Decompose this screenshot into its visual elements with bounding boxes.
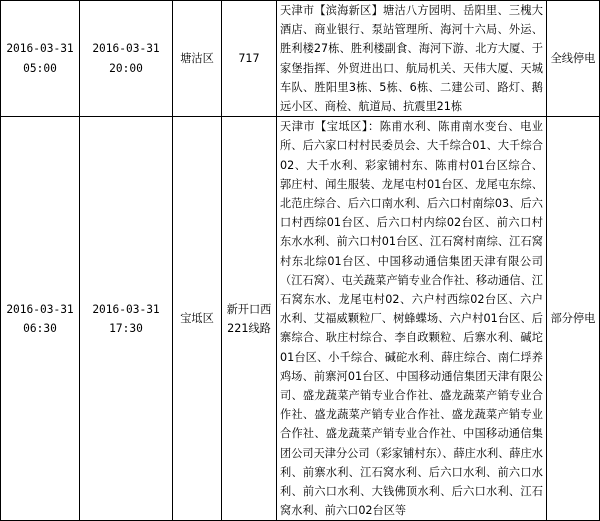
outage-area: 天津市【宝坻区】：陈甫水利、陈甫南水变台、电业所、后六家口村村民委员会、大千综合01、大千综合02、大千水利、彩家铺村东、陈甫村01台区综合、郭庄村、闻生服装、龙尾屯村01台区、龙尾屯东综、北范庄综合、后六口南水利、后六口村南综03、后六口村西综01台区、后六口村内综02台区、前六口村东水水利、前六口村01台区、江石窝村南综、江石窝村东北综01台区、中国移动通信集团天津有限公司（江石窝）、屯关蔬菜产销专业合作社、移动通信、江石窝东水、龙尾屯村02、六户村西综02台区、六户水利、艾福威颗粒厂、树蜂蝶场、六户村01台区、后寨综合、耿庄村综合、李自政颗粒、后寨水利、碱坨01台区、小千综合、碱砣水利、薛庄综合、南仁垺养鸡场、前寨河01台区、中国移动通信集团天津有限公司、盛龙蔬菜产销专业合作社、盛龙蔬菜产销专业合作社、盛龙蔬菜产销专业合作社、盛龙蔬菜产销专业合作社、盛龙蔬菜产销专业合作社、中国移动通信集团公司天津分公司（彩家铺村东）、薛庄水利、薛庄水利、前寨水利、江石窝水利、后六口水利、前六口水利、前六口水利、大钱佛顶水利、后六口水利、江石窝水利、前六口02台区等 [280,120,543,518]
district-cell [173,117,222,521]
district: 塘沽区 [180,52,214,65]
start-time: 2016-03-31 06:30 [6,302,74,335]
start-time: 2016-03-31 05:00 [6,42,74,75]
outage-type: 部分停电 [550,312,596,326]
type-cell [547,117,600,521]
start-time-cell [1,1,80,117]
line-cell [222,117,277,521]
end-time: 2016-03-31 20:00 [92,42,160,75]
area-cell [277,1,547,117]
district: 宝坻区 [180,312,214,326]
area-cell [277,117,547,521]
outage-area: 天津市【滨海新区】塘沽八方园明、岳阳里、三槐大酒店、商业银行、泵站管理所、海河十六局、外运、胜利楼27栋、胜利楼副食、海河下游、北方大厦、于家堡指挥、外贸进出口、航局机关、天伟大厦、天城车队、胜阳里3栋、5栋、6栋、二建公司、路灯、鹅远小区、商检、航道局、抗震里21栋 [280,4,543,114]
end-time-cell [80,117,173,521]
start-time-cell [1,117,80,521]
table-row [1,1,600,117]
line-cell [222,1,277,117]
end-time-cell [80,1,173,117]
line-name: 717 [238,52,260,65]
type-cell [547,1,600,117]
table-row [1,117,600,521]
line-name: 新开口西221线路 [226,302,272,335]
district-cell [173,1,222,117]
outage-type: 全线停电 [550,52,596,65]
end-time: 2016-03-31 17:30 [92,302,160,335]
